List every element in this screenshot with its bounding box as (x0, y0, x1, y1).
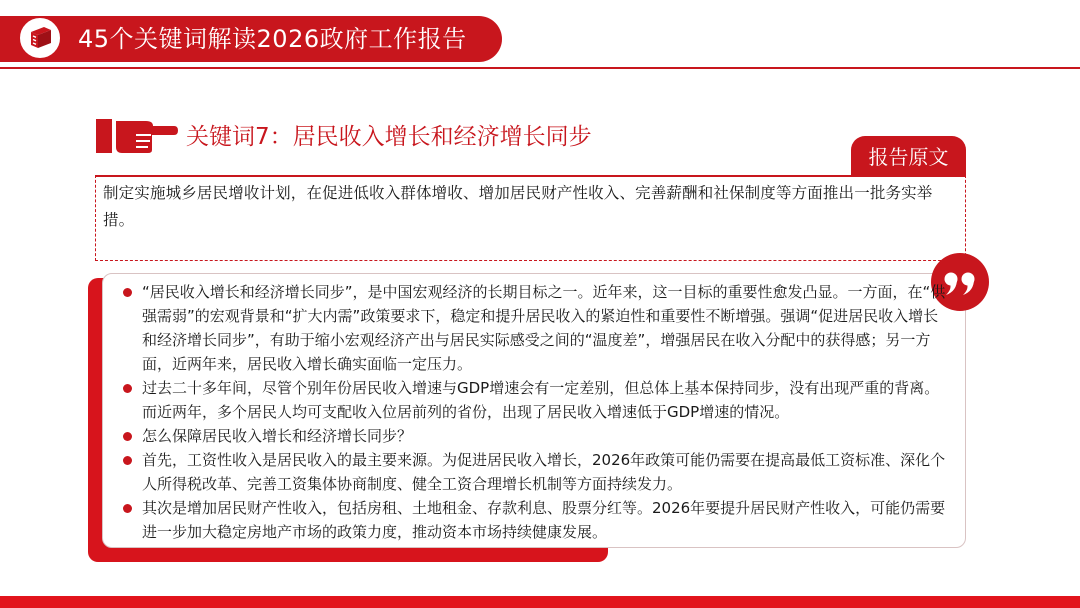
pointing-hand-icon (96, 116, 178, 156)
page-title: 45个关键词解读2026政府工作报告 (78, 25, 467, 53)
list-item (122, 280, 950, 376)
dot-icon (123, 432, 132, 441)
dot-icon (123, 384, 132, 393)
source-tag-label: 报告原文 (868, 145, 949, 169)
list-item (122, 376, 950, 424)
list-item-text: 其次是增加居民财产性收入，包括房租、土地租金、存款利息、股票分红等。2026年要提升居民财产性收入，可能仍需要进一步加大稳定房地产市场的政策力度，推动资本市场持续健康发展。 (142, 499, 946, 541)
keyword-title: 关键词7：居民收入增长和经济增长同步 (186, 124, 592, 150)
analysis-list (122, 280, 950, 544)
list-item-text: 首先，工资性收入是居民收入的最主要来源。为促进居民收入增长，2026年政策可能仍需要在提高最低工资标准、深化个人所得税改革、完善工资集体协商制度、健全工资合理增长机制等方面持续发力。 (142, 451, 946, 493)
list-item-text: 过去二十多年间，尽管个别年份居民收入增速与GDP增速会有一定差别，但总体上基本保持同步，没有出现严重的背离。而近两年，多个居民人均可支配收入位居前列的省份，出现了居民收入增速低于GDP增速的情况。 (142, 379, 940, 421)
book-stack-icon (18, 16, 62, 60)
list-item (122, 424, 950, 448)
list-item-text: “居民收入增长和经济增长同步”，是中国宏观经济的长期目标之一。近年来，这一目标的重要性愈发凸显。一方面，在“供强需弱”的宏观背景和“扩大内需”政策要求下，稳定和提升居民收入的紧迫性和重要性不断增强。强调“促进居民收入增长和经济增长同步”，有助于缩小宏观经济产出与居民实际感受之间的“温度差”，增强居民在收入分配中的获得感；另一方面，近两年来，居民收入增长确实面临一定压力。 (142, 283, 946, 373)
footer-bar (0, 596, 1080, 608)
dot-icon (123, 288, 132, 297)
header-divider (0, 67, 1080, 69)
dot-icon (123, 456, 132, 465)
list-item (122, 448, 950, 496)
source-text: 制定实施城乡居民增收计划，在促进低收入群体增收、增加居民财产性收入、完善薪酬和社保制度等方面推出一批务实举措。 (103, 184, 933, 229)
source-tag (851, 136, 966, 176)
list-item (122, 496, 950, 544)
list-item-text: 怎么保障居民收入增长和经济增长同步？ (142, 427, 413, 445)
dot-icon (123, 504, 132, 513)
